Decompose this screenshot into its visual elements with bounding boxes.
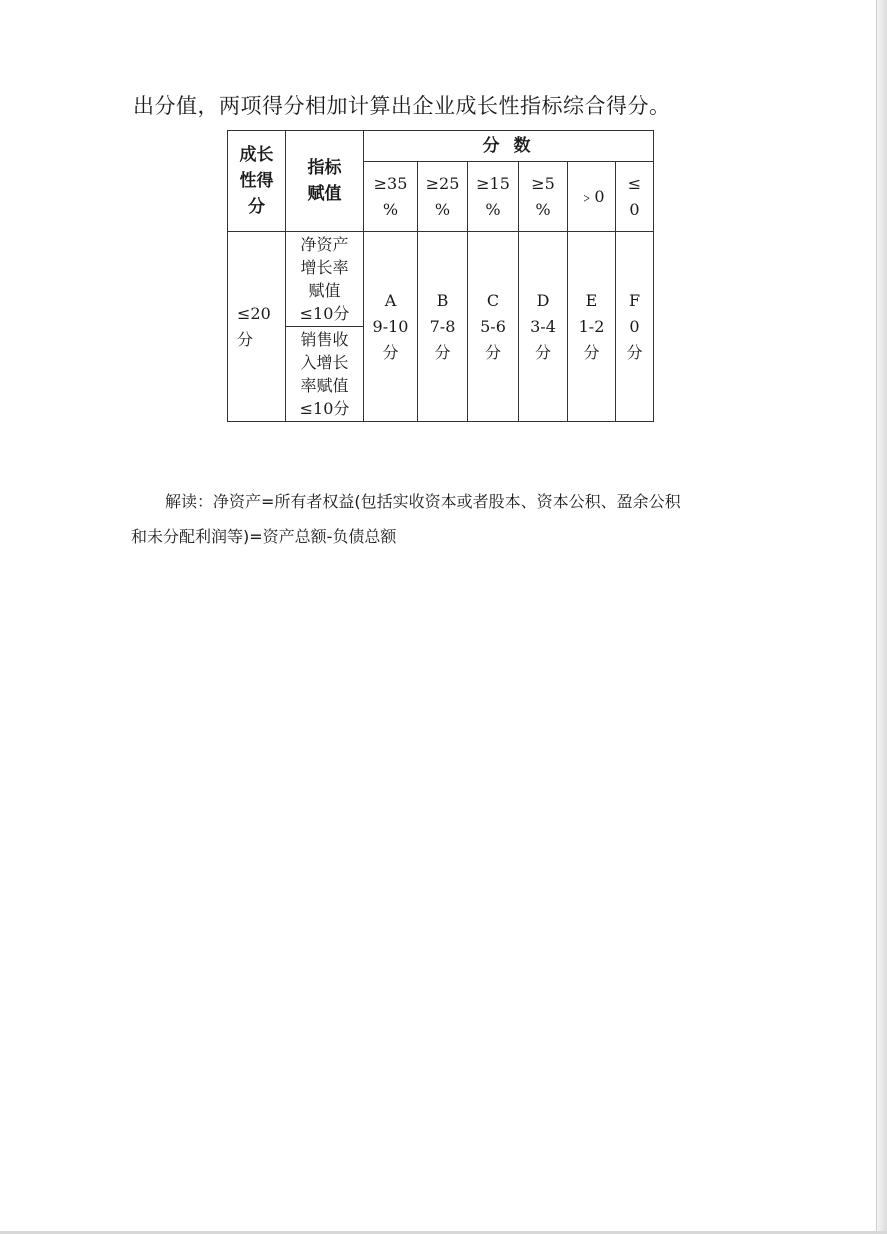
- note-line-1: 解读：净资产=所有者权益(包括实收资本或者股本、资本公积、盈余公积: [165, 492, 681, 511]
- page-edge: [876, 0, 887, 1234]
- condition-cell: ≥35 %: [364, 162, 418, 232]
- sub-row-sales-revenue: 销售收 入增长 率赋值 ≤10分: [286, 327, 364, 422]
- explanation-note: [131, 484, 771, 554]
- grade-cell: B 7-8 分: [418, 232, 468, 422]
- grade-cell: E 1-2 分: [568, 232, 616, 422]
- sub-row-net-assets: 净资产 增长率 赋值 ≤10分: [286, 232, 364, 327]
- header-scores: 分 数: [364, 131, 654, 162]
- condition-cell: ﹥0: [568, 162, 616, 232]
- header-growth-score: 成长 性得 分: [228, 131, 286, 232]
- grade-cell: C 5-6 分: [468, 232, 519, 422]
- category-cell: ≤20 分: [228, 232, 286, 422]
- intro-paragraph: 出分值，两项得分相加计算出企业成长性指标综合得分。: [133, 94, 671, 118]
- growth-score-table: [227, 130, 654, 422]
- condition-cell: ≥5 %: [519, 162, 568, 232]
- grade-cell: F 0 分: [616, 232, 654, 422]
- grade-cell: A 9-10 分: [364, 232, 418, 422]
- condition-cell: ≥15 %: [468, 162, 519, 232]
- condition-cell: ≥25 %: [418, 162, 468, 232]
- note-line-2: 和未分配利润等)=资产总额-负债总额: [131, 527, 397, 546]
- header-index-value: 指标 赋值: [286, 131, 364, 232]
- condition-cell: ≤ 0: [616, 162, 654, 232]
- grade-cell: D 3-4 分: [519, 232, 568, 422]
